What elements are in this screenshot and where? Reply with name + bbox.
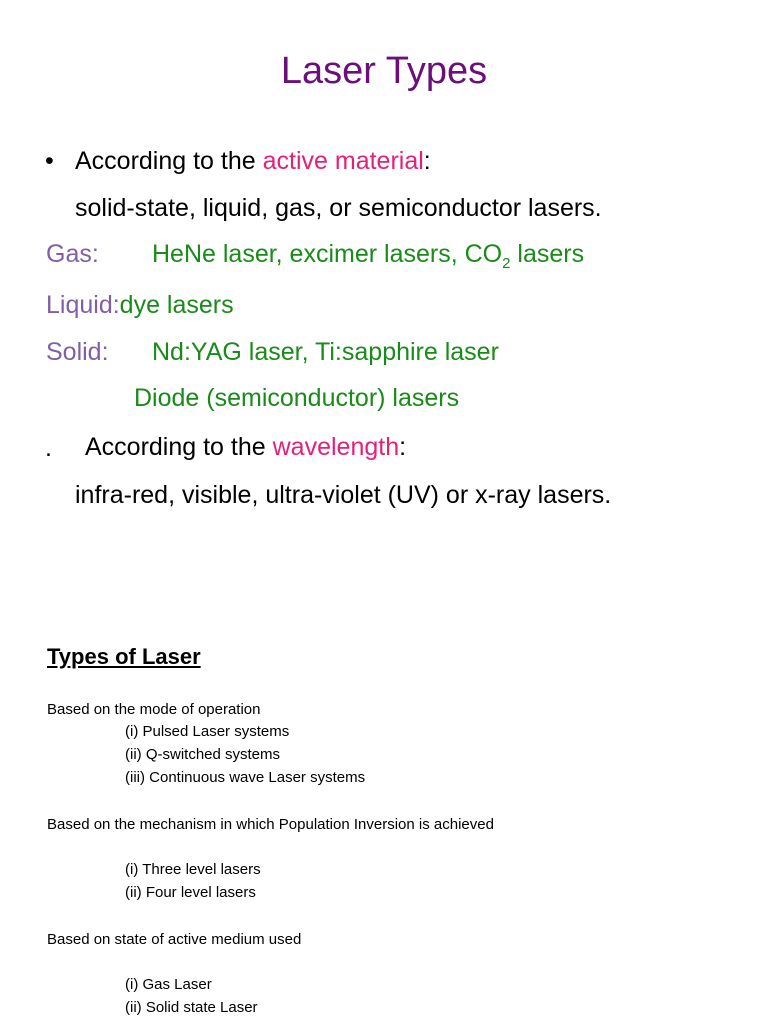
slide-title: Laser Types xyxy=(280,50,488,92)
bullet-1-continuation: solid-state, liquid, gas, or semiconductor lasers. xyxy=(75,194,602,222)
group-2-title: Based on the mechanism in which Population Inversion is achieved xyxy=(47,816,494,833)
bullet-1-highlight: active material xyxy=(262,147,424,175)
bullet-1-line xyxy=(75,146,431,176)
group-1-item-1: (i) Pulsed Laser systems xyxy=(125,723,290,740)
bullet-2-highlight: wavelength xyxy=(272,433,400,461)
bullet-2-prefix: According to the xyxy=(85,433,273,461)
gas-value-end: lasers xyxy=(510,240,585,268)
bullet-2-line xyxy=(85,432,406,462)
bullet-marker-2: . xyxy=(45,434,52,462)
bullet-2-suffix: : xyxy=(399,433,407,461)
group-2-item-1: (i) Three level lasers xyxy=(125,861,261,878)
group-1-item-3: (iii) Continuous wave Laser systems xyxy=(125,769,366,786)
bullet-1-prefix: According to the xyxy=(75,147,263,175)
bullet-2-continuation: infra-red, visible, ultra-violet (UV) or x-ray lasers. xyxy=(75,481,612,509)
solid-value: Nd:YAG laser, Ti:sapphire laser xyxy=(152,338,499,366)
bullet-marker-1: • xyxy=(45,147,54,175)
liquid-label: Liquid: xyxy=(46,291,120,319)
solid-value-2: Diode (semiconductor) lasers xyxy=(134,384,460,412)
gas-value-subscript: 2 xyxy=(502,255,511,272)
group-1-title: Based on the mode of operation xyxy=(47,701,261,718)
group-3-item-1: (i) Gas Laser xyxy=(125,976,212,993)
group-1-item-2: (ii) Q-switched systems xyxy=(125,746,281,763)
gas-label: Gas: xyxy=(46,240,99,268)
gas-value xyxy=(152,239,585,272)
bullet-1-suffix: : xyxy=(423,147,431,175)
types-heading: Types of Laser xyxy=(47,644,201,669)
liquid-line xyxy=(46,290,234,320)
group-3-item-2: (ii) Solid state Laser xyxy=(125,999,258,1016)
gas-value-main: HeNe laser, excimer lasers, CO xyxy=(152,240,503,268)
solid-label: Solid: xyxy=(46,338,109,366)
liquid-value: dye lasers xyxy=(119,291,234,319)
group-3-title: Based on state of active medium used xyxy=(47,931,302,948)
group-2-item-2: (ii) Four level lasers xyxy=(125,884,256,901)
